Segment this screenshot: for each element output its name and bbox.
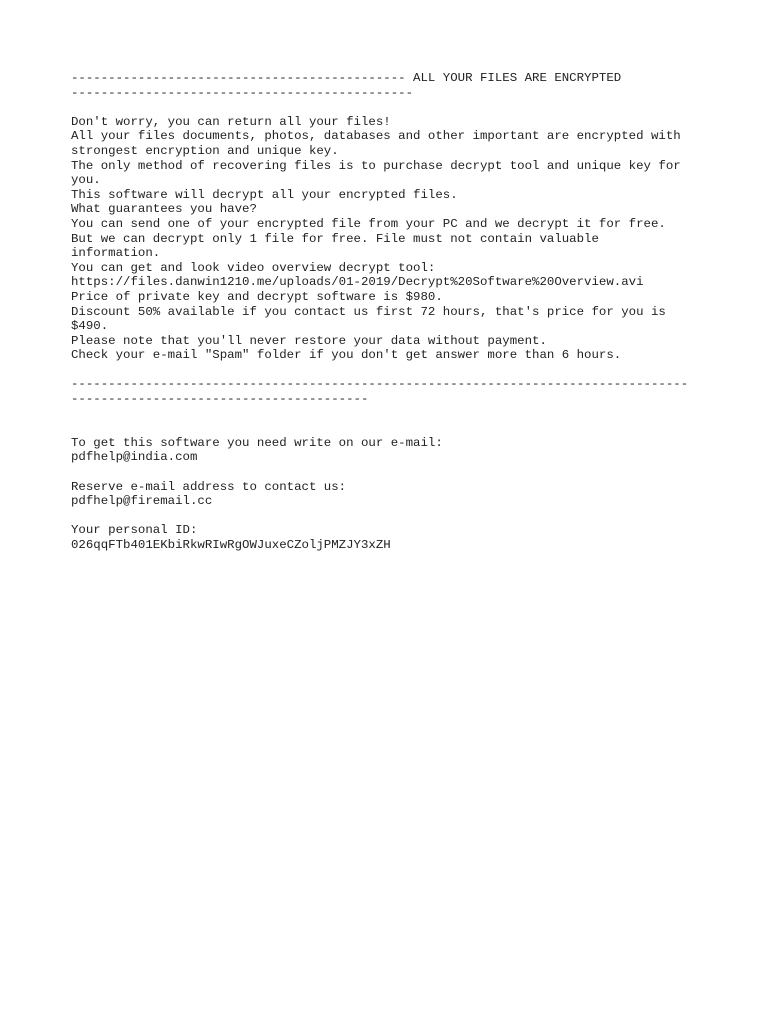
divider-dashes-line-1: -----------------------------------------------------------------------------------: [71, 377, 689, 392]
body-line-9: But we can decrypt only 1 file for free. File must not contain valuable: [71, 231, 599, 246]
blank-line: [71, 421, 711, 436]
reserve-email-address: pdfhelp@firemail.cc: [71, 494, 213, 509]
body-line-7: What guarantees you have?: [71, 202, 257, 217]
body-line-3: strongest encryption and unique key.: [71, 143, 339, 158]
body-line-8: You can send one of your encrypted file from your PC and we decrypt it for free.: [71, 216, 666, 231]
divider-dashes-line-2: ----------------------------------------: [71, 392, 369, 407]
body-line-17: Check your e-mail "Spam" folder if you don't get answer more than 6 hours.: [71, 348, 622, 363]
body-line-13: Price of private key and decrypt software is $980.: [71, 289, 443, 304]
body-line-16: Please note that you'll never restore your data without payment.: [71, 333, 547, 348]
body-line-1: Don't worry, you can return all your files!: [71, 114, 391, 129]
blank-line: [71, 407, 711, 422]
email-label: To get this software you need write on our e-mail:: [71, 435, 443, 450]
ransom-note-document: [71, 71, 711, 553]
personal-id-value: 026qqFTb401EKbiRkwRIwRgOWJuxeCZoljPMZJY3xZH: [71, 538, 391, 552]
header-dashes-line-2: ----------------------------------------------: [71, 85, 414, 100]
header-dashes-line-1: --------------------------------------------- ALL YOUR FILES ARE ENCRYPTED: [71, 71, 622, 85]
message-body: [71, 115, 711, 363]
body-line-10: information.: [71, 246, 161, 261]
email-address: pdfhelp@india.com: [71, 450, 198, 465]
blank-line: [71, 363, 711, 378]
blank-line: [71, 100, 711, 115]
body-line-11: You can get and look video overview decrypt tool:: [71, 260, 436, 275]
body-line-15: $490.: [71, 319, 109, 334]
personal-id-label: Your personal ID:: [71, 523, 198, 538]
video-url-text: https://files.danwin1210.me/uploads/01-2019/Decrypt%20Software%20Overview.avi: [71, 275, 644, 290]
body-line-14: Discount 50% available if you contact us first 72 hours, that's price for you is: [71, 304, 666, 319]
blank-line: [71, 509, 711, 524]
body-line-5: you.: [71, 173, 101, 188]
body-line-2: All your files documents, photos, databases and other important are encrypted with: [71, 129, 681, 144]
body-line-6: This software will decrypt all your encrypted files.: [71, 187, 458, 202]
contact-section: [71, 436, 711, 553]
body-line-4: The only method of recovering files is to purchase decrypt tool and unique key for: [71, 158, 681, 173]
blank-line: [71, 465, 711, 480]
reserve-email-label: Reserve e-mail address to contact us:: [71, 479, 347, 494]
